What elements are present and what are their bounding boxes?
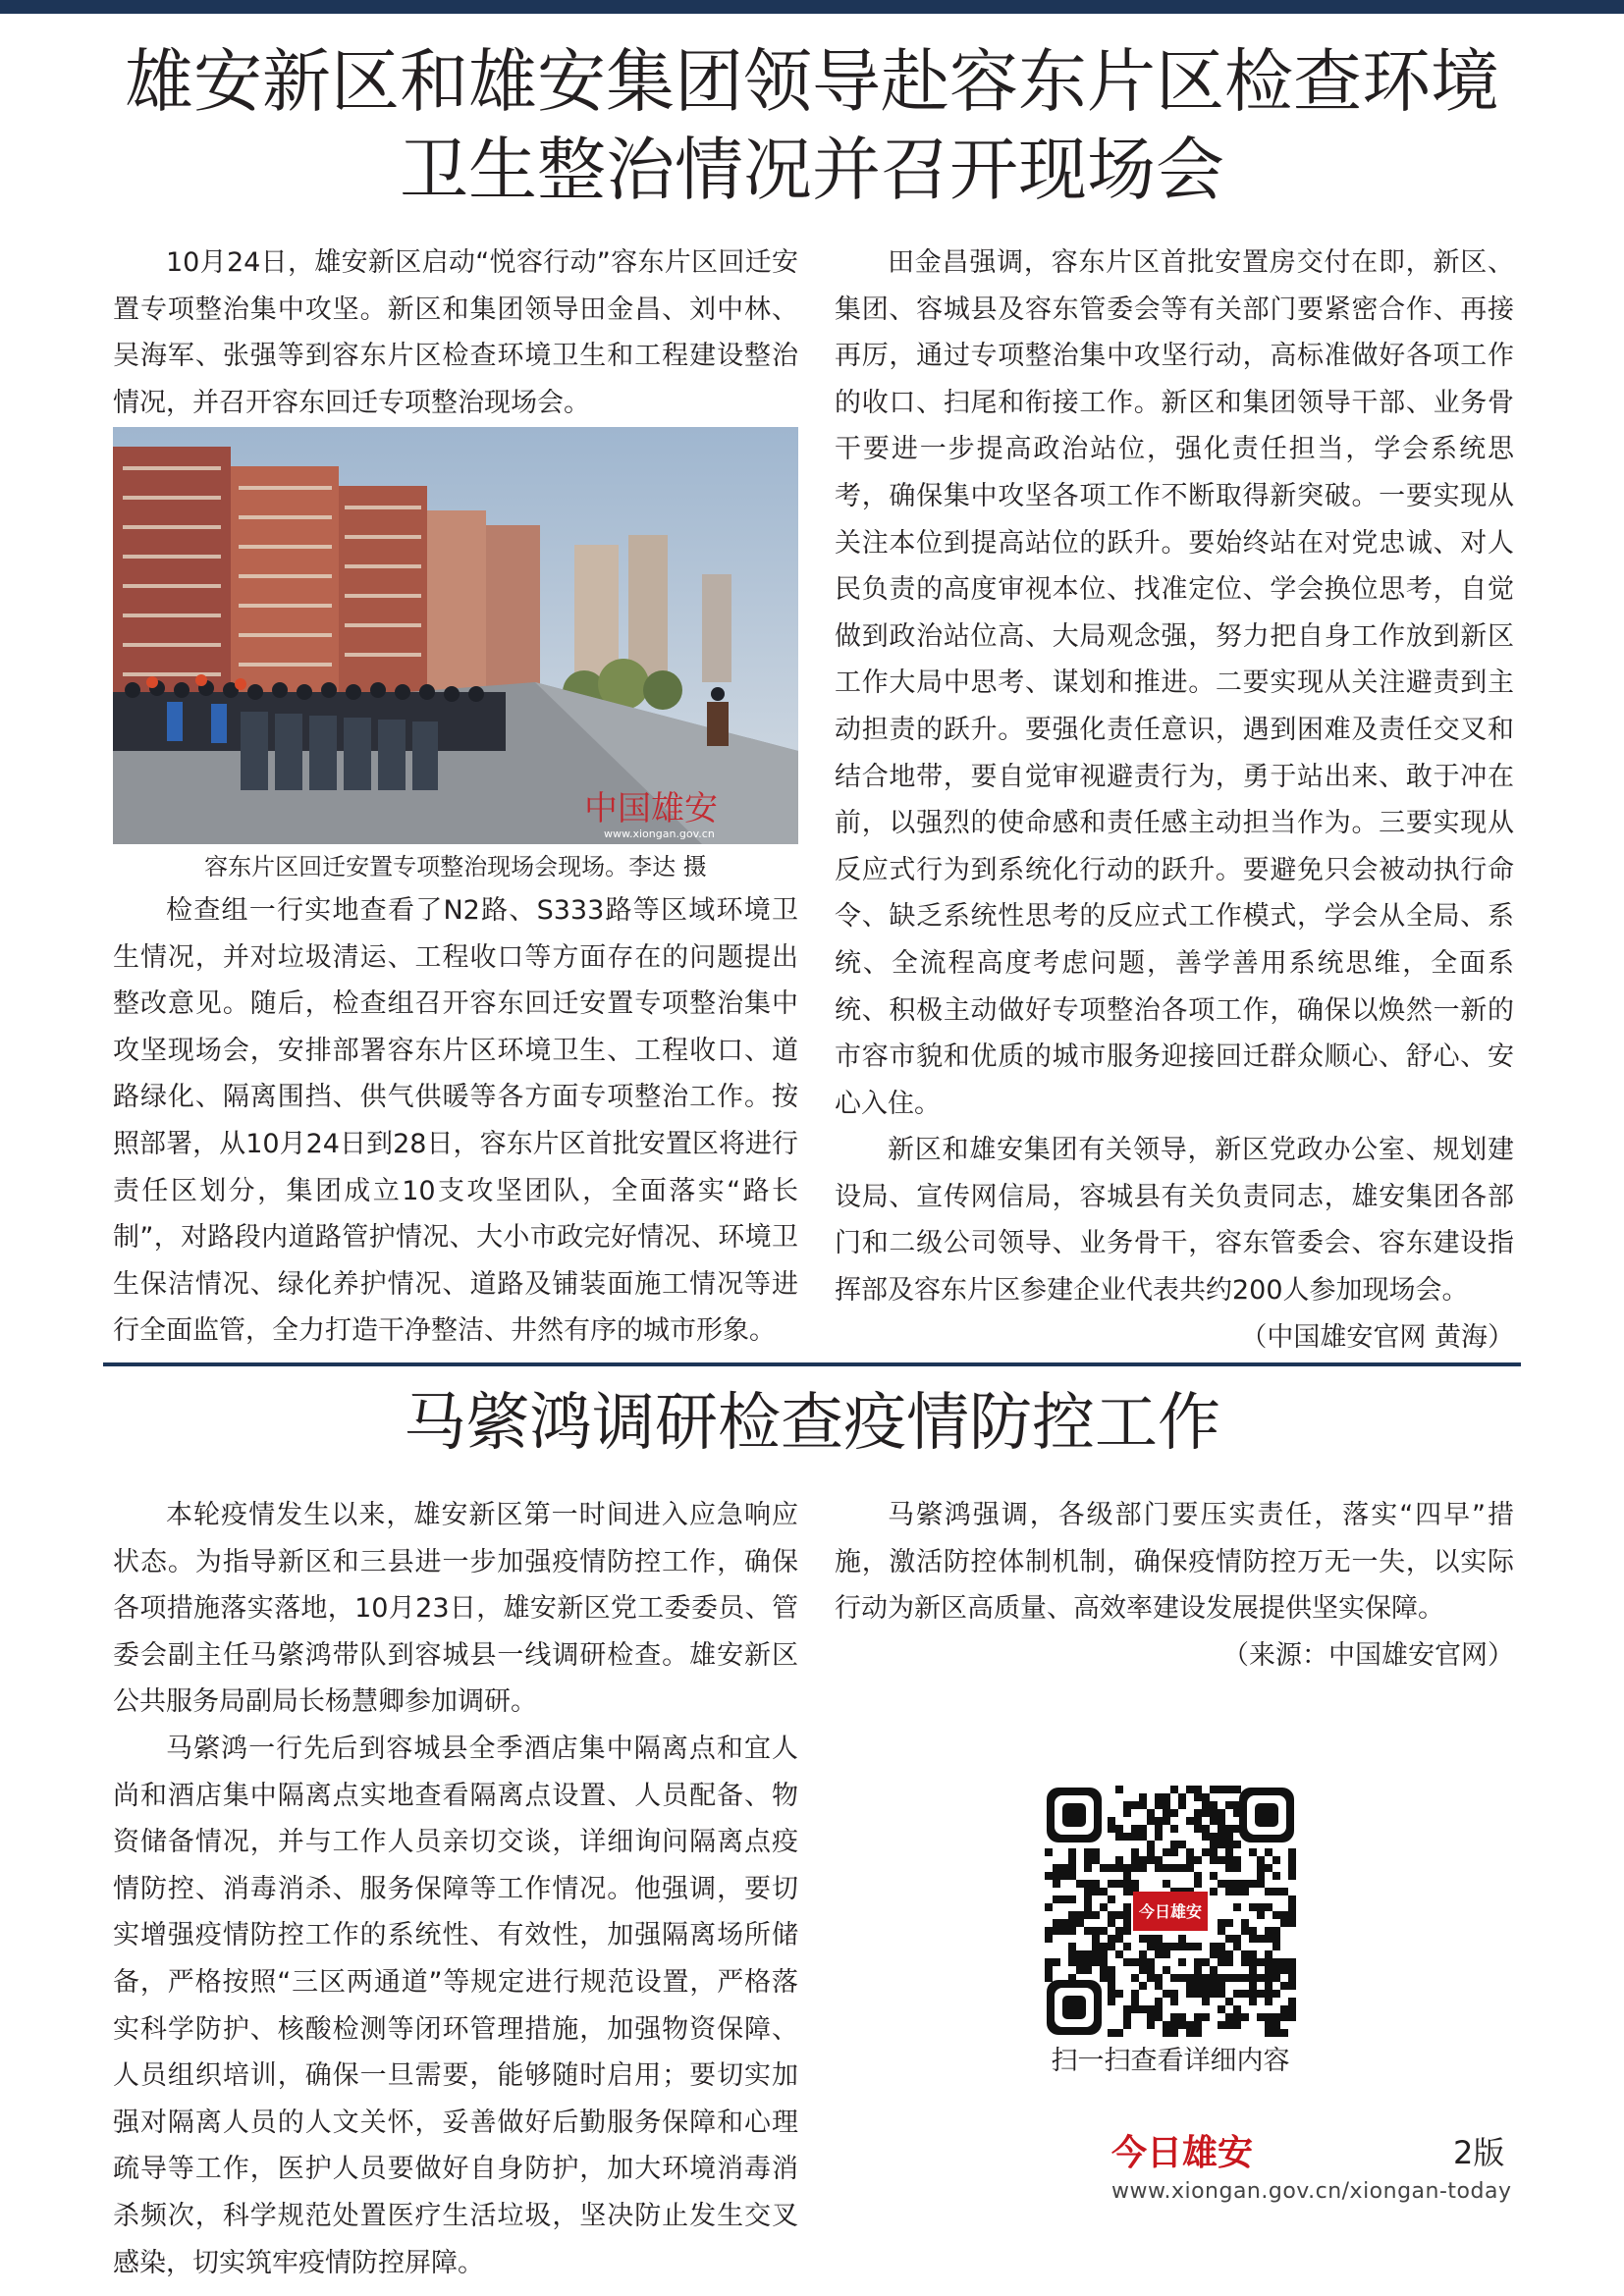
page-number: 2版	[1453, 2134, 1505, 2171]
ceremony-scene-image	[113, 427, 798, 844]
qr-center-label: 今日雄安	[1138, 1902, 1203, 1921]
article1-paragraph-3: 田金昌强调，容东片区首批安置房交付在即，新区、集团、容城县及容东管委会等有关部门要紧密合作、再接再厉，通过专项整治集中攻坚行动，高标准做好各项工作的收口、扫尾和衔接工作。新区和集团领导干部、业务骨干要进一步提高政治站位，强化责任担当，学会系统思考，确保集中攻坚各项工作不断取得新突破。一要实现从关注本位到提高站位的跃升。要始终站在对党忠诚、对人民负责的高度审视本位、找准定位、学会换位思考，自觉做到政治站位高、大局观念强，努力把自身工作放到新区工作大局中思考、谋划和推进。二要实现从关注避责到主动担责的跃升。要强化责任意识，遇到困难及责任交叉和结合地带，要自觉审视避责行为，勇于站出来、敢于冲在前，以强烈的使命感和责任感主动担当作为。三要实现从反应式行为到系统化行动的跃升。要避免只会被动执行命令、缺乏系统性思考的反应式工作模式，学会从全局、系统、全流程高度考虑问题，善学善用系统思维，全面系统、积极主动做好专项整治各项工作，确保以焕然一新的市容市貌和优质的城市服务迎接回迁群众顺心、舒心、安心入住。	[835, 247, 1514, 1119]
top-color-bar	[0, 0, 1624, 14]
footer-url[interactable]: www.xiongan.gov.cn/xiongan-today	[1111, 2179, 1512, 2204]
article2-paragraph-1: 本轮疫情发生以来，雄安新区第一时间进入应急响应状态。为指导新区和三县进一步加强疫情防控工作，确保各项措施落实落地，10月23日，雄安新区党工委委员、管委会副主任马綮鸿带队到容城县一线调研检查。雄安新区公共服务局副局长杨慧卿参加调研。	[113, 1500, 798, 1718]
article2-body-left	[113, 1492, 798, 2278]
article1-body-right	[835, 240, 1514, 1359]
article2-paragraph-2: 马綮鸿一行先后到容城县全季酒店集中隔离点和宜人尚和酒店集中隔离点实地查看隔离点设置、人员配备、物资储备情况，并与工作人员亲切交谈，详细询问隔离点疫情防控、消毒消杀、服务保障等工作情况。他强调，要切实增强疫情防控工作的系统性、有效性，加强隔离场所储备，严格按照“三区两通道”等规定进行规范设置，严格落实科学防护、核酸检测等闭环管理措施，加强物资保障、人员组织培训，确保一旦需要，能够随时启用；要切实加强对隔离人员的人文关怀，妥善做好后勤服务保障和心理疏导等工作，医护人员要做好自身防护，加大环境消毒消杀频次，科学规范处置医疗生活垃圾，坚决防止发生交叉感染，切实筑牢疫情防控屏障。	[113, 1733, 798, 2278]
qr-code-icon	[1043, 1784, 1298, 2039]
article2-paragraph-3: 马綮鸿强调，各级部门要压实责任，落实“四早”措施，激活防控体制机制，确保疫情防控万无一失，以实际行动为新区高质量、高效率建设发展提供坚实保障。	[835, 1500, 1514, 1625]
article1-title-line2: 卫生整治情况并召开现场会	[400, 130, 1224, 210]
photo-watermark: 中国雄安	[584, 789, 718, 828]
photo-caption: 容东片区回迁安置专项整治现场会现场。李达 摄	[204, 853, 707, 881]
qr-caption: 扫一扫查看详细内容	[1051, 2046, 1290, 2076]
article1-signature: （中国雄安官网 黄海）	[1240, 1321, 1514, 1353]
article2-source: （来源：中国雄安官网）	[1222, 1639, 1514, 1671]
article1-paragraph-4: 新区和雄安集团有关领导，新区党政办公室、规划建设局、宣传网信局，容城县有关负责同志，雄安集团各部门和二级公司领导、业务骨干，容东管委会、容东建设指挥部及容东片区参建企业代表共约200人参加现场会。	[835, 1135, 1514, 1307]
qr-code[interactable]	[1043, 1784, 1298, 2039]
article1-title-line1: 雄安新区和雄安集团领导赴容东片区检查环境	[125, 41, 1499, 122]
article1-paragraph-1: 10月24日，雄安新区启动“悦容行动”容东片区回迁安置专项整治集中攻坚。新区和集团领导田金昌、刘中林、吴海军、张强等到容东片区检查环境卫生和工程建设整治情况，并召开容东回迁专项整治现场会。	[113, 247, 798, 418]
article1-paragraph-2: 检查组一行实地查看了N2路、S333路等区域环境卫生情况，并对垃圾清运、工程收口等方面存在的问题提出整改意见。随后，检查组召开容东回迁安置专项整治集中攻坚现场会，安排部署容东片区环境卫生、工程收口、道路绿化、隔离围挡、供气供暖等各方面专项整治工作。按照部署，从10月24日到28日，容东片区首批安置区将进行责任区划分，集团成立10支攻坚团队，全面落实“路长制”，对路段内道路管护情况、大小市政完好情况、环境卫生保洁情况、绿化养护情况、道路及铺装面施工情况等进行全面监管，全力打造干净整洁、井然有序的城市形象。	[113, 895, 798, 1347]
article1-intro	[113, 240, 798, 426]
article1-body-left	[113, 887, 798, 1357]
article2-title: 马綮鸿调研检查疫情防控工作	[404, 1387, 1220, 1460]
footer-brand-logo: 今日雄安	[1111, 2132, 1254, 2173]
article1-photo	[113, 427, 798, 844]
photo-watermark-url: www.xiongan.gov.cn	[604, 828, 715, 840]
section-divider	[103, 1362, 1521, 1366]
article2-body-right	[835, 1492, 1514, 1733]
